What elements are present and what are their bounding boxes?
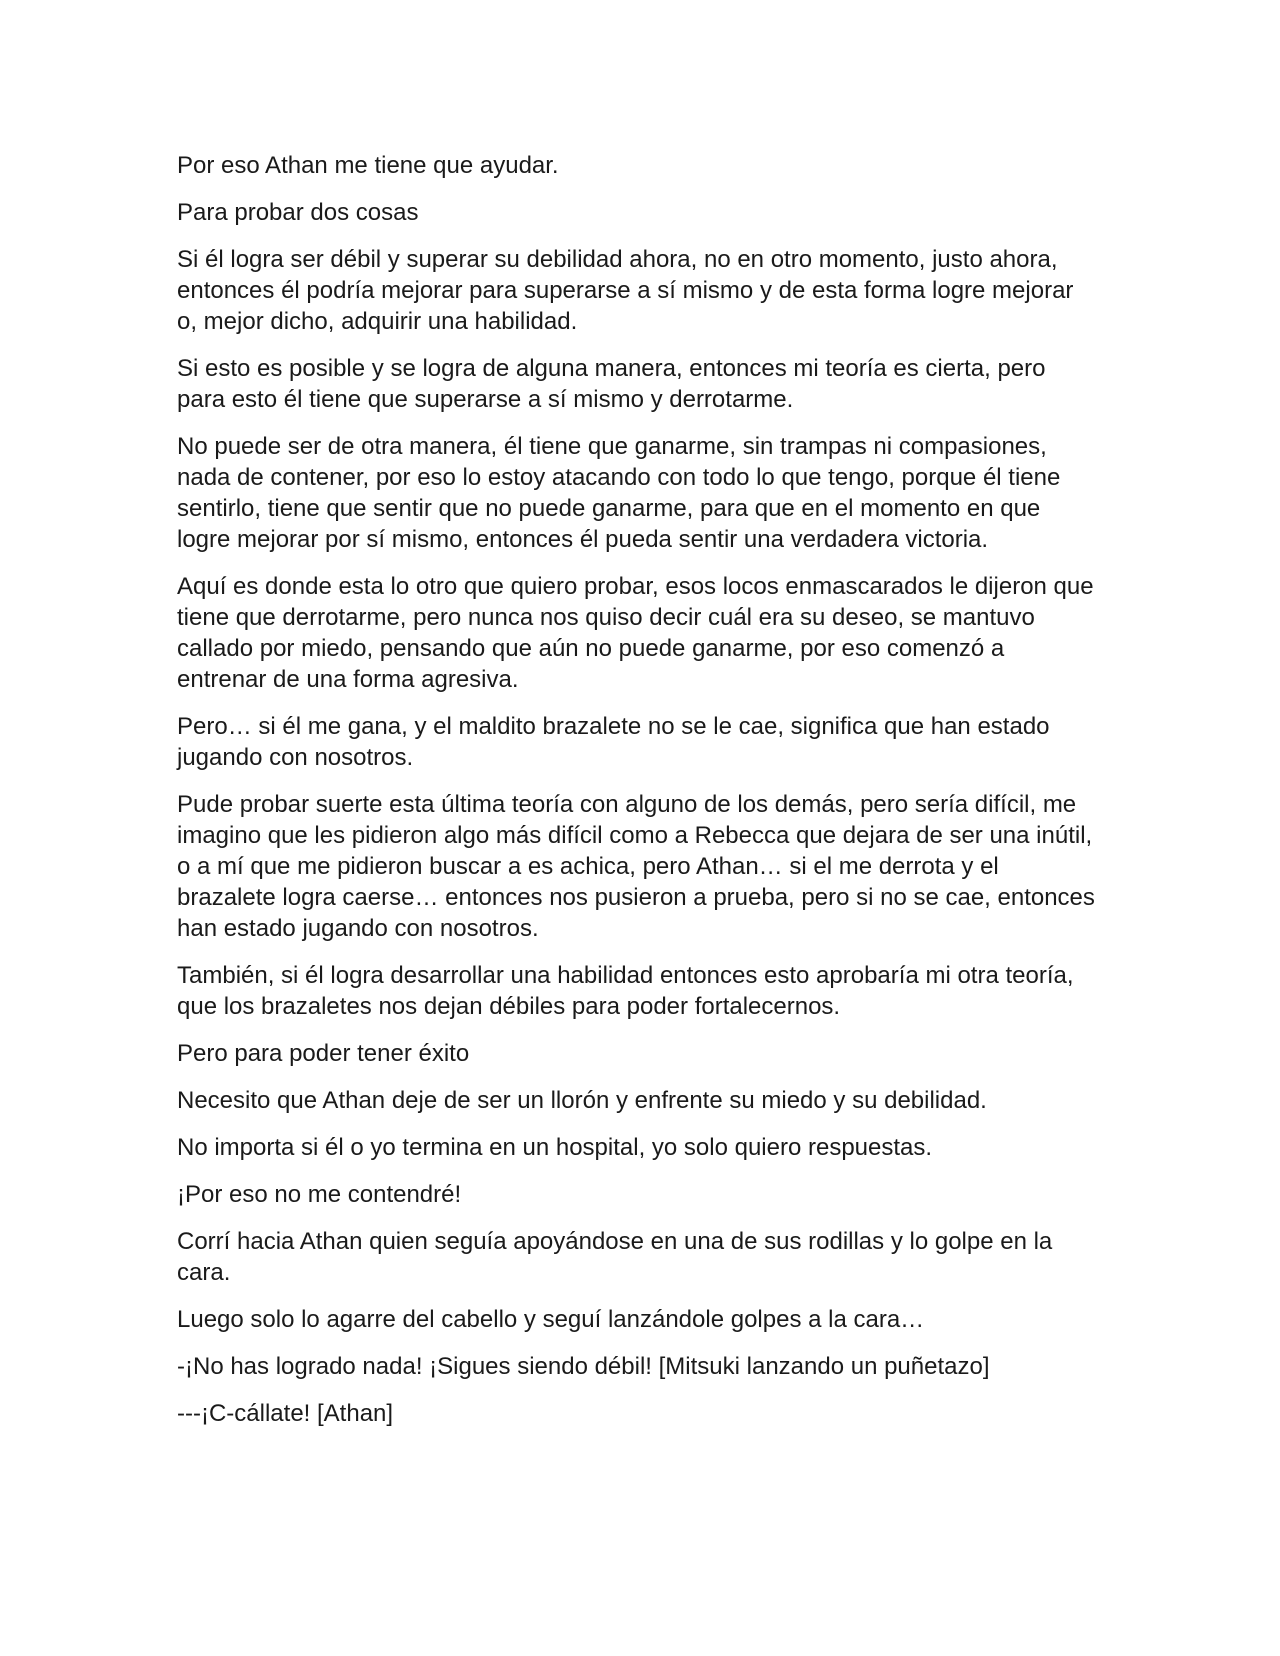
- paragraph: Pude probar suerte esta última teoría con alguno de los demás, pero sería difícil, me imagino que les pidieron algo más difícil como a Rebecca que dejara de ser una inútil, o a mí que me pidieron buscar a es achica, pero Athan… si el me derrota y el brazalete logra caerse… entonces nos pusieron a prueba, pero si no se cae, entonces han estado jugando con nosotros.: [177, 791, 1095, 942]
- paragraph: Si esto es posible y se logra de alguna manera, entonces mi teoría es cierta, pero para esto él tiene que superarse a sí mismo y derrotarme.: [177, 355, 1046, 413]
- paragraph: Si él logra ser débil y superar su debilidad ahora, no en otro momento, justo ahora, entonces él podría mejorar para superarse a sí mismo y de esta forma logre mejorar o, mejor dicho, adquirir una habilidad.: [177, 246, 1074, 335]
- paragraph: ---¡C-cállate! [Athan]: [177, 1400, 394, 1427]
- paragraph: Por eso Athan me tiene que ayudar.: [177, 152, 559, 179]
- paragraph: Pero… si él me gana, y el maldito brazalete no se le cae, significa que han estado jugando con nosotros.: [177, 713, 1050, 771]
- paragraph: No puede ser de otra manera, él tiene que ganarme, sin trampas ni compasiones, nada de contener, por eso lo estoy atacando con todo lo que tengo, porque él tiene sentirlo, tiene que sentir que no puede ganarme, para que en el momento en que logre mejorar por sí mismo, entonces él pueda sentir una verdadera victoria.: [177, 433, 1061, 553]
- paragraph: ¡Por eso no me contendré!: [177, 1181, 462, 1208]
- paragraph: Aquí es donde esta lo otro que quiero probar, esos locos enmascarados le dijeron que tiene que derrotarme, pero nunca nos quiso decir cuál era su deseo, se mantuvo callado por miedo, pensando que aún no puede ganarme, por eso comenzó a entrenar de una forma agresiva.: [177, 573, 1094, 693]
- paragraph: Luego solo lo agarre del cabello y seguí lanzándole golpes a la cara…: [177, 1306, 925, 1333]
- paragraph: Para probar dos cosas: [177, 199, 419, 226]
- paragraph: También, si él logra desarrollar una habilidad entonces esto aprobaría mi otra teoría, que los brazaletes nos dejan débiles para poder fortalecernos.: [177, 962, 1074, 1020]
- paragraph: Pero para poder tener éxito: [177, 1040, 470, 1067]
- paragraph: -¡No has logrado nada! ¡Sigues siendo débil! [Mitsuki lanzando un puñetazo]: [177, 1353, 990, 1380]
- paragraph: Corrí hacia Athan quien seguía apoyándose en una de sus rodillas y lo golpe en la cara.: [177, 1228, 1053, 1286]
- paragraph: Necesito que Athan deje de ser un llorón y enfrente su miedo y su debilidad.: [177, 1087, 987, 1114]
- document-body: [177, 150, 1097, 1445]
- paragraph: No importa si él o yo termina en un hospital, yo solo quiero respuestas.: [177, 1134, 933, 1161]
